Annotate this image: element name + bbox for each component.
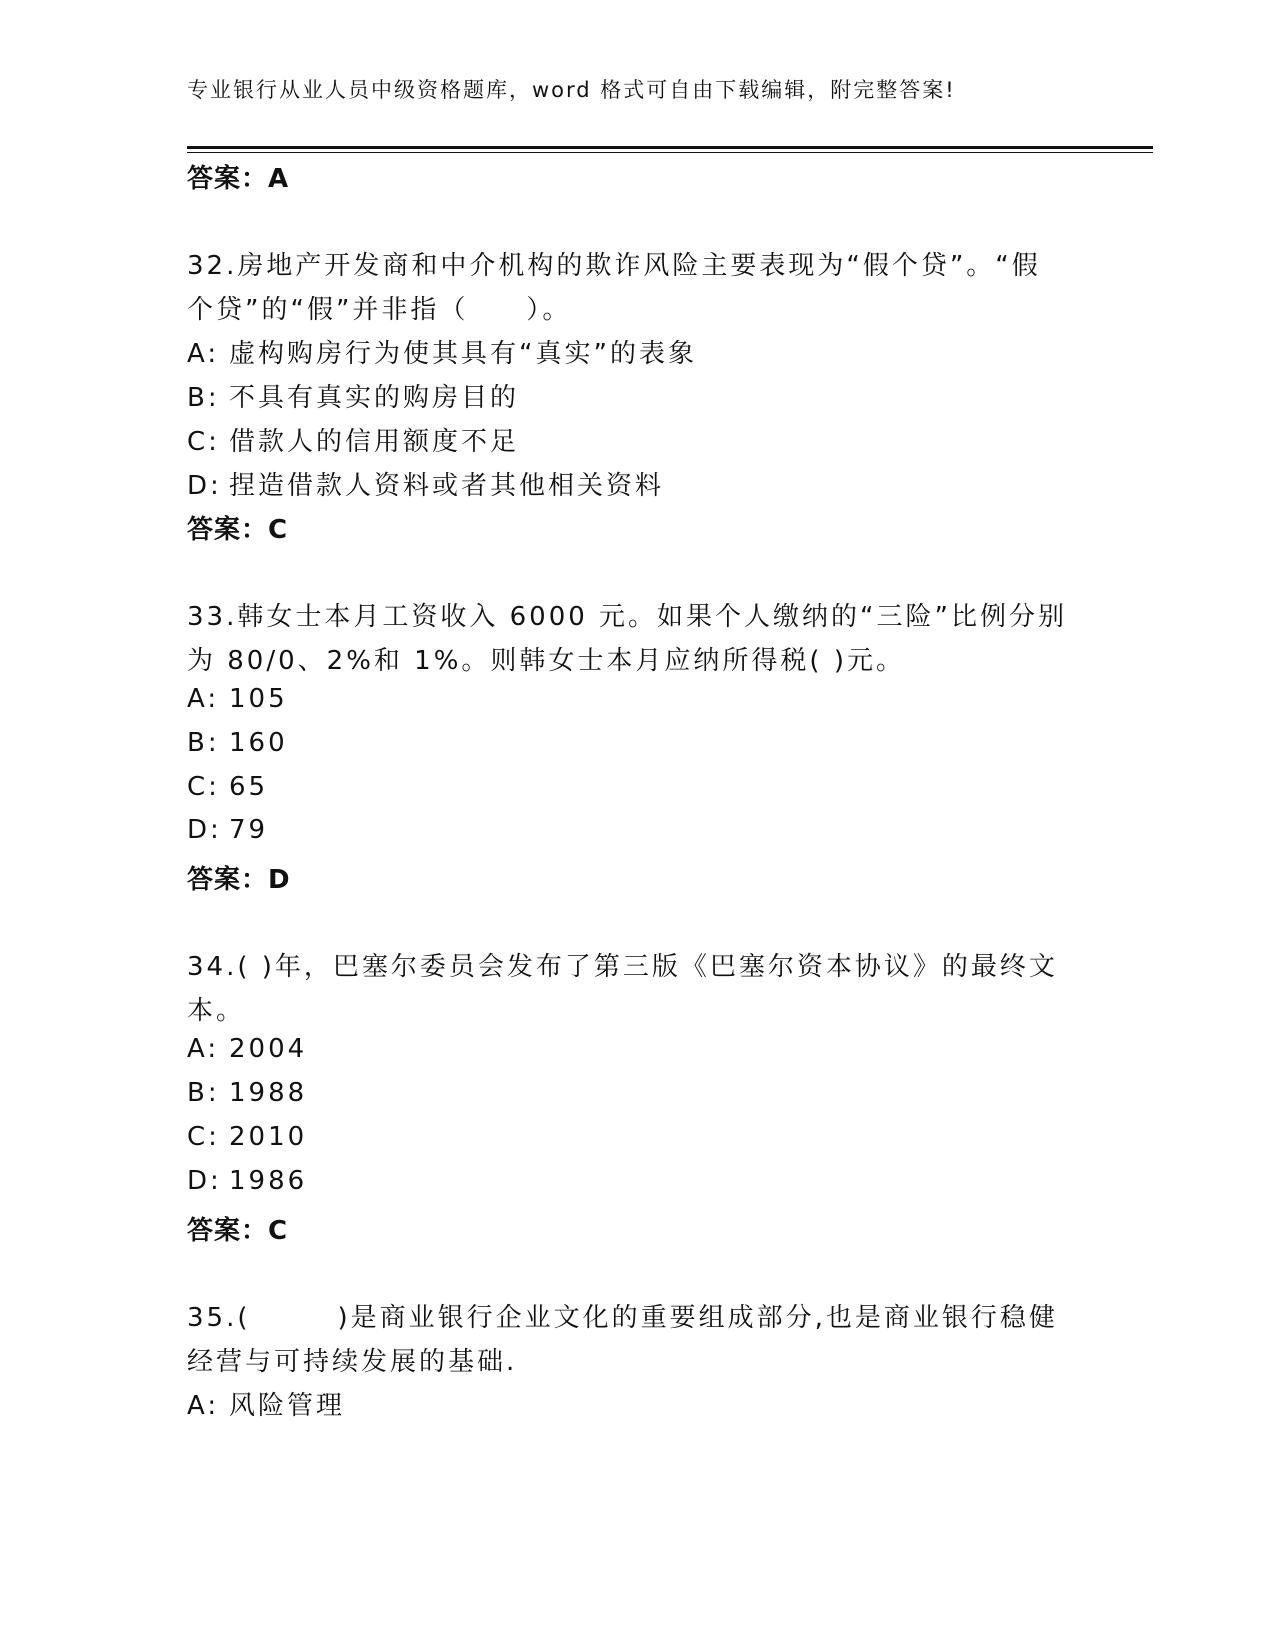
- question-33-option-a: A: 105: [187, 684, 288, 714]
- question-32-option-b: B: 不具有真实的购房目的: [187, 383, 520, 413]
- question-34-answer: 答案：C: [187, 1216, 289, 1246]
- question-34-stem-line1: 34.( )年，巴塞尔委员会发布了第三版《巴塞尔资本协议》的最终文: [187, 952, 1058, 982]
- question-34-option-c: C: 2010: [187, 1122, 308, 1152]
- question-32-option-a: A: 虚构购房行为使其具有“真实”的表象: [187, 339, 697, 369]
- header-rule-thin: [187, 152, 1153, 153]
- question-34-option-a: A: 2004: [187, 1034, 308, 1064]
- question-34-option-d: D: 1986: [187, 1166, 308, 1196]
- header-rule: [187, 146, 1153, 149]
- question-32-option-d: D: 捏造借款人资料或者其他相关资料: [187, 471, 665, 501]
- question-35-stem-line2: 经营与可持续发展的基础.: [187, 1347, 518, 1377]
- question-33-option-c: C: 65: [187, 772, 269, 802]
- question-35-option-a: A: 风险管理: [187, 1391, 346, 1421]
- question-34-option-b: B: 1988: [187, 1078, 308, 1108]
- question-33-stem-line1: 33.韩女士本月工资收入 6000 元。如果个人缴纳的“三险”比例分别: [187, 602, 1067, 632]
- question-32-stem-line1: 32.房地产开发商和中介机构的欺诈风险主要表现为“假个贷”。“假: [187, 251, 1041, 281]
- question-32-option-c: C: 借款人的信用额度不足: [187, 427, 520, 457]
- question-33-option-b: B: 160: [187, 728, 288, 758]
- page-header: 专业银行从业人员中级资格题库，word 格式可自由下载编辑，附完整答案!: [187, 78, 956, 102]
- question-32-stem-line2: 个贷”的“假”并非指（ ）。: [187, 295, 572, 325]
- question-32-answer: 答案：C: [187, 515, 289, 545]
- question-33-stem-line2: 为 80/0、2%和 1%。则韩女士本月应纳所得税( )元。: [187, 646, 905, 676]
- question-33-option-d: D: 79: [187, 815, 269, 845]
- question-33-answer: 答案：D: [187, 865, 291, 895]
- question-35-stem-line1: 35.( )是商业银行企业文化的重要组成部分,也是商业银行稳健: [187, 1303, 1058, 1333]
- question-34-stem-line2: 本。: [187, 996, 246, 1026]
- answer-prev: 答案：A: [187, 164, 290, 194]
